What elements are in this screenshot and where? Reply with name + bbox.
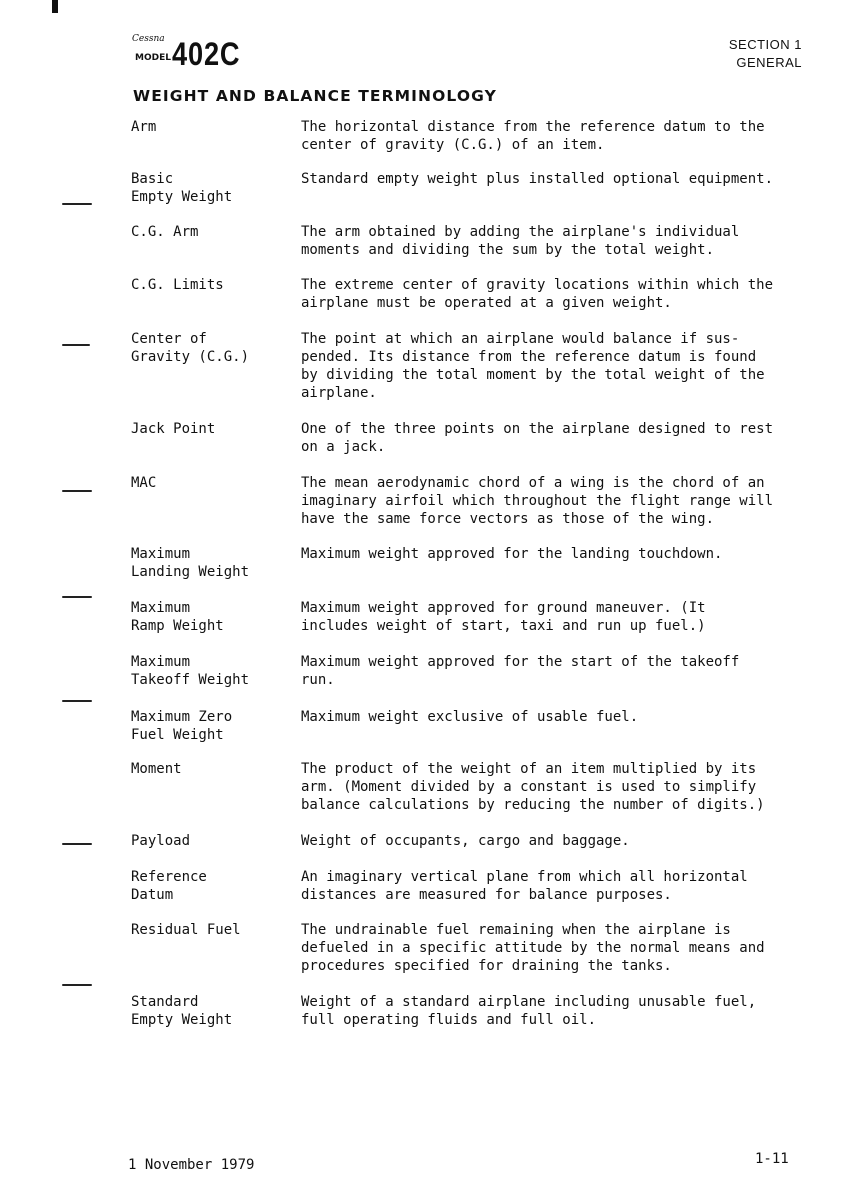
term-definition: The mean aerodynamic chord of a wing is the chord of an imaginary airfoil which throughout the flight range will have the same force vectors as those of the wing. [301, 475, 774, 527]
term-name: Payload [131, 833, 191, 849]
margin-tick [62, 596, 92, 598]
margin-tick [62, 344, 90, 346]
term-name: C.G. Arm [131, 224, 199, 240]
term-name: Arm [131, 119, 157, 135]
term-name: Center of Gravity (C.G.) [131, 331, 250, 365]
term-definition: Weight of occupants, cargo and baggage. [301, 833, 630, 849]
term-definition: Standard empty weight plus installed optional equipment. [301, 171, 774, 187]
section-number: SECTION 1 [728, 37, 802, 52]
term-name: Basic Empty Weight [131, 171, 233, 205]
term-definition: One of the three points on the airplane designed to rest on a jack. [301, 421, 774, 455]
model-number: 402C [172, 36, 241, 72]
page-title: WEIGHT AND BALANCE TERMINOLOGY [133, 87, 497, 105]
model-label: MODEL [135, 53, 171, 63]
term-definition: Maximum weight approved for the start of the takeoff run. [301, 654, 740, 688]
section-name: GENERAL [736, 55, 802, 70]
term-definition: The product of the weight of an item multiplied by its arm. (Moment divided by a constant is used to simplify balance calculations by reducing the number of digits.) [301, 761, 765, 813]
term-definition: Maximum weight exclusive of usable fuel. [301, 709, 639, 725]
margin-tick [62, 984, 92, 986]
term-name: Residual Fuel [131, 922, 241, 938]
term-definition: An imaginary vertical plane from which all horizontal distances are measured for balance purposes. [301, 869, 748, 903]
term-name: Maximum Takeoff Weight [131, 654, 250, 688]
term-name: Moment [131, 761, 182, 777]
margin-tick [62, 700, 92, 702]
term-definition: The extreme center of gravity locations within which the airplane must be operated at a given weight. [301, 277, 774, 311]
margin-tick [62, 203, 92, 205]
term-definition: The point at which an airplane would balance if sus- pended. Its distance from the reference datum is found by dividing the total moment by the total weight of the airplane. [301, 331, 765, 401]
term-definition: The undrainable fuel remaining when the airplane is defueled in a specific attitude by the normal means and procedures specified for draining the tanks. [301, 922, 765, 974]
term-name: Standard Empty Weight [131, 994, 233, 1028]
footer-date: 1 November 1979 [128, 1157, 255, 1173]
brand-name: Cessna [132, 34, 165, 44]
section-header [729, 36, 802, 72]
term-name: MAC [131, 475, 157, 491]
page-corner-mark [52, 0, 58, 13]
margin-tick [62, 490, 92, 492]
term-definition: The arm obtained by adding the airplane's individual moments and dividing the sum by the total weight. [301, 224, 740, 258]
term-definition: The horizontal distance from the reference datum to the center of gravity (C.G.) of an item. [301, 119, 765, 153]
term-name: Maximum Zero Fuel Weight [131, 709, 233, 743]
term-name: C.G. Limits [131, 277, 224, 293]
margin-tick [62, 843, 92, 845]
term-definition: Maximum weight approved for the landing touchdown. [301, 546, 723, 562]
term-name: Maximum Landing Weight [131, 546, 250, 580]
term-definition: Maximum weight approved for ground maneuver. (It includes weight of start, taxi and run up fuel.) [301, 600, 706, 634]
term-name: Maximum Ramp Weight [131, 600, 224, 634]
page-number: 1-11 [755, 1151, 789, 1167]
term-name: Jack Point [131, 421, 216, 437]
term-definition: Weight of a standard airplane including unusable fuel, full operating fluids and full oil. [301, 994, 757, 1028]
term-name: Reference Datum [131, 869, 207, 903]
